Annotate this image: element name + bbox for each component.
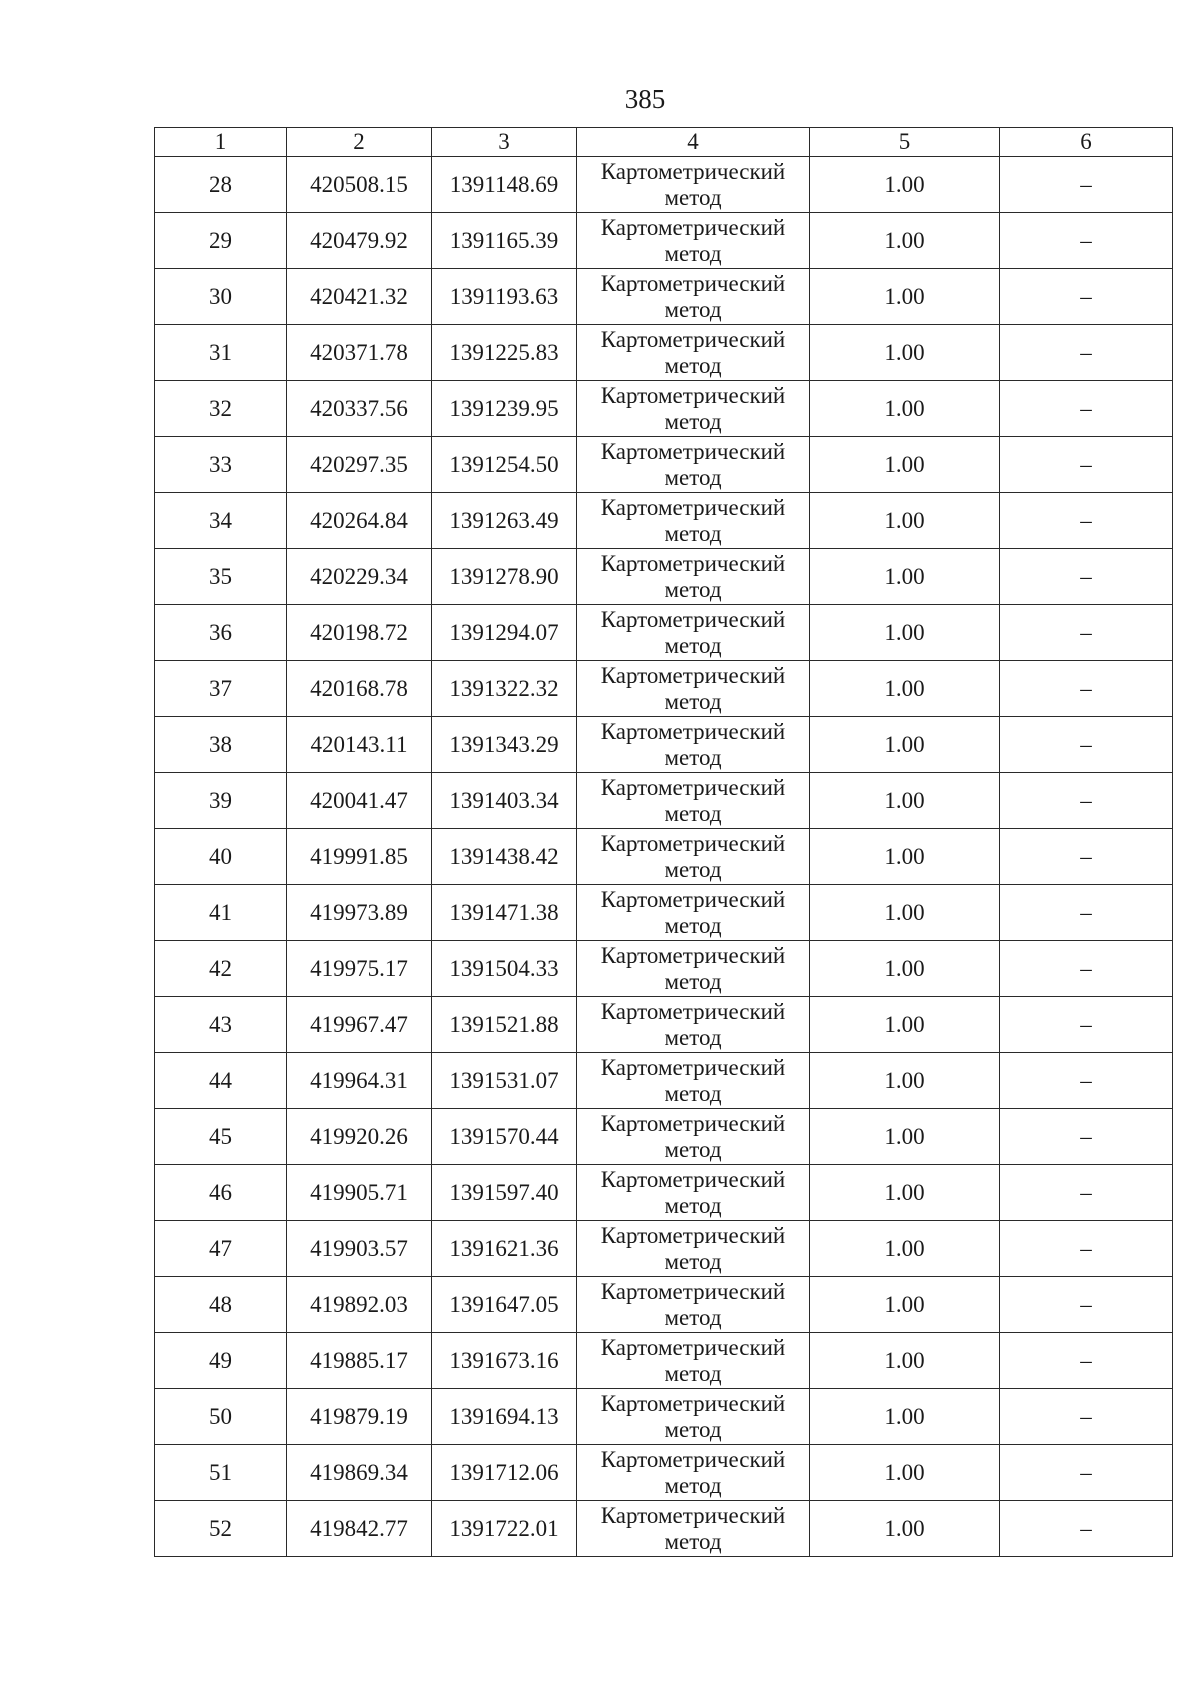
- note-cell: –: [1000, 773, 1173, 829]
- method-text-line2: метод: [664, 1024, 722, 1050]
- table-row: [155, 829, 1173, 885]
- x-coordinate-cell: 419903.57: [287, 1221, 432, 1277]
- method-text-line2: метод: [664, 744, 722, 770]
- note-cell: –: [1000, 213, 1173, 269]
- table-row: [155, 1445, 1173, 1501]
- accuracy-cell: 1.00: [810, 829, 1000, 885]
- note-cell: –: [1000, 717, 1173, 773]
- y-coordinate-cell: 1391722.01: [432, 1501, 577, 1557]
- method-text-line1: Картометрический: [600, 326, 786, 352]
- method-cell: [577, 941, 810, 997]
- y-coordinate-cell: 1391239.95: [432, 381, 577, 437]
- column-header: 4: [577, 128, 810, 157]
- y-coordinate-cell: 1391694.13: [432, 1389, 577, 1445]
- column-header: 5: [810, 128, 1000, 157]
- y-coordinate-cell: 1391263.49: [432, 493, 577, 549]
- point-number-cell: 33: [155, 437, 287, 493]
- accuracy-cell: 1.00: [810, 1165, 1000, 1221]
- note-cell: –: [1000, 1445, 1173, 1501]
- note-cell: –: [1000, 605, 1173, 661]
- table-row: [155, 157, 1173, 213]
- accuracy-cell: 1.00: [810, 493, 1000, 549]
- accuracy-cell: 1.00: [810, 549, 1000, 605]
- method-text-line1: Картометрический: [600, 774, 786, 800]
- accuracy-cell: 1.00: [810, 717, 1000, 773]
- y-coordinate-cell: 1391322.32: [432, 661, 577, 717]
- note-cell: –: [1000, 1333, 1173, 1389]
- method-text-line1: Картометрический: [600, 830, 786, 856]
- method-cell: [577, 885, 810, 941]
- method-text-line1: Картометрический: [600, 718, 786, 744]
- accuracy-cell: 1.00: [810, 325, 1000, 381]
- point-number-cell: 30: [155, 269, 287, 325]
- method-cell: [577, 661, 810, 717]
- method-cell: [577, 493, 810, 549]
- note-cell: –: [1000, 269, 1173, 325]
- method-text-line2: метод: [664, 968, 722, 994]
- note-cell: –: [1000, 1109, 1173, 1165]
- accuracy-cell: 1.00: [810, 885, 1000, 941]
- point-number-cell: 29: [155, 213, 287, 269]
- method-cell: [577, 381, 810, 437]
- table-row: [155, 997, 1173, 1053]
- method-cell: [577, 829, 810, 885]
- coordinates-table: [154, 127, 1173, 1557]
- accuracy-cell: 1.00: [810, 381, 1000, 437]
- method-text-line2: метод: [664, 632, 722, 658]
- note-cell: –: [1000, 1165, 1173, 1221]
- note-cell: –: [1000, 1221, 1173, 1277]
- method-text-line1: Картометрический: [600, 1502, 786, 1528]
- y-coordinate-cell: 1391712.06: [432, 1445, 577, 1501]
- table-row: [155, 717, 1173, 773]
- point-number-cell: 44: [155, 1053, 287, 1109]
- method-text-line2: метод: [664, 1192, 722, 1218]
- method-text-line1: Картометрический: [600, 214, 786, 240]
- point-number-cell: 41: [155, 885, 287, 941]
- method-cell: [577, 1389, 810, 1445]
- method-cell: [577, 1445, 810, 1501]
- note-cell: –: [1000, 1277, 1173, 1333]
- accuracy-cell: 1.00: [810, 1445, 1000, 1501]
- method-text-line2: метод: [664, 408, 722, 434]
- method-text-line2: метод: [664, 856, 722, 882]
- y-coordinate-cell: 1391597.40: [432, 1165, 577, 1221]
- y-coordinate-cell: 1391294.07: [432, 605, 577, 661]
- method-text-line1: Картометрический: [600, 382, 786, 408]
- accuracy-cell: 1.00: [810, 997, 1000, 1053]
- point-number-cell: 48: [155, 1277, 287, 1333]
- table-row: [155, 1221, 1173, 1277]
- accuracy-cell: 1.00: [810, 941, 1000, 997]
- table-row: [155, 941, 1173, 997]
- y-coordinate-cell: 1391343.29: [432, 717, 577, 773]
- method-text-line1: Картометрический: [600, 1390, 786, 1416]
- method-text-line2: метод: [664, 184, 722, 210]
- method-text-line2: метод: [664, 296, 722, 322]
- table-row: [155, 1277, 1173, 1333]
- method-cell: [577, 717, 810, 773]
- method-cell: [577, 997, 810, 1053]
- table-row: [155, 381, 1173, 437]
- table-row: [155, 437, 1173, 493]
- method-cell: [577, 437, 810, 493]
- method-cell: [577, 1501, 810, 1557]
- point-number-cell: 46: [155, 1165, 287, 1221]
- y-coordinate-cell: 1391647.05: [432, 1277, 577, 1333]
- table-row: [155, 1109, 1173, 1165]
- method-text-line1: Картометрический: [600, 438, 786, 464]
- note-cell: –: [1000, 157, 1173, 213]
- method-cell: [577, 1053, 810, 1109]
- note-cell: –: [1000, 661, 1173, 717]
- point-number-cell: 34: [155, 493, 287, 549]
- method-text-line1: Картометрический: [600, 662, 786, 688]
- method-text-line2: метод: [664, 688, 722, 714]
- y-coordinate-cell: 1391165.39: [432, 213, 577, 269]
- method-text-line2: метод: [664, 1472, 722, 1498]
- method-cell: [577, 1165, 810, 1221]
- table-header: [155, 128, 1173, 157]
- column-header: 2: [287, 128, 432, 157]
- method-text-line2: метод: [664, 1136, 722, 1162]
- y-coordinate-cell: 1391403.34: [432, 773, 577, 829]
- x-coordinate-cell: 420264.84: [287, 493, 432, 549]
- x-coordinate-cell: 420421.32: [287, 269, 432, 325]
- x-coordinate-cell: 420479.92: [287, 213, 432, 269]
- column-header: 3: [432, 128, 577, 157]
- table-row: [155, 661, 1173, 717]
- point-number-cell: 38: [155, 717, 287, 773]
- method-text-line1: Картометрический: [600, 270, 786, 296]
- point-number-cell: 47: [155, 1221, 287, 1277]
- accuracy-cell: 1.00: [810, 437, 1000, 493]
- y-coordinate-cell: 1391531.07: [432, 1053, 577, 1109]
- method-cell: [577, 1333, 810, 1389]
- point-number-cell: 49: [155, 1333, 287, 1389]
- method-text-line2: метод: [664, 1304, 722, 1330]
- x-coordinate-cell: 419975.17: [287, 941, 432, 997]
- x-coordinate-cell: 419905.71: [287, 1165, 432, 1221]
- method-text-line1: Картометрический: [600, 1446, 786, 1472]
- accuracy-cell: 1.00: [810, 213, 1000, 269]
- point-number-cell: 32: [155, 381, 287, 437]
- method-text-line2: метод: [664, 352, 722, 378]
- method-cell: [577, 1221, 810, 1277]
- method-text-line2: метод: [664, 800, 722, 826]
- method-text-line1: Картометрический: [600, 158, 786, 184]
- method-cell: [577, 213, 810, 269]
- point-number-cell: 40: [155, 829, 287, 885]
- method-text-line2: метод: [664, 1080, 722, 1106]
- x-coordinate-cell: 419842.77: [287, 1501, 432, 1557]
- x-coordinate-cell: 420168.78: [287, 661, 432, 717]
- accuracy-cell: 1.00: [810, 1277, 1000, 1333]
- y-coordinate-cell: 1391148.69: [432, 157, 577, 213]
- x-coordinate-cell: 420041.47: [287, 773, 432, 829]
- y-coordinate-cell: 1391225.83: [432, 325, 577, 381]
- method-cell: [577, 269, 810, 325]
- y-coordinate-cell: 1391521.88: [432, 997, 577, 1053]
- method-text-line1: Картометрический: [600, 1278, 786, 1304]
- method-text-line1: Картометрический: [600, 550, 786, 576]
- y-coordinate-cell: 1391193.63: [432, 269, 577, 325]
- table-body: [155, 157, 1173, 1557]
- method-text-line2: метод: [664, 1528, 722, 1554]
- point-number-cell: 51: [155, 1445, 287, 1501]
- method-cell: [577, 325, 810, 381]
- method-text-line2: метод: [664, 1248, 722, 1274]
- accuracy-cell: 1.00: [810, 1333, 1000, 1389]
- table-row: [155, 1501, 1173, 1557]
- note-cell: –: [1000, 829, 1173, 885]
- method-text-line1: Картометрический: [600, 1222, 786, 1248]
- accuracy-cell: 1.00: [810, 661, 1000, 717]
- x-coordinate-cell: 420198.72: [287, 605, 432, 661]
- table-row: [155, 1165, 1173, 1221]
- note-cell: –: [1000, 493, 1173, 549]
- method-text-line2: метод: [664, 240, 722, 266]
- method-cell: [577, 1109, 810, 1165]
- method-cell: [577, 1277, 810, 1333]
- note-cell: –: [1000, 941, 1173, 997]
- table-row: [155, 213, 1173, 269]
- method-text-line2: метод: [664, 1416, 722, 1442]
- method-text-line1: Картометрический: [600, 1110, 786, 1136]
- table-row: [155, 885, 1173, 941]
- table-row: [155, 773, 1173, 829]
- method-text-line1: Картометрический: [600, 886, 786, 912]
- note-cell: –: [1000, 885, 1173, 941]
- accuracy-cell: 1.00: [810, 157, 1000, 213]
- y-coordinate-cell: 1391621.36: [432, 1221, 577, 1277]
- point-number-cell: 42: [155, 941, 287, 997]
- method-cell: [577, 605, 810, 661]
- point-number-cell: 36: [155, 605, 287, 661]
- method-text-line2: метод: [664, 464, 722, 490]
- note-cell: –: [1000, 549, 1173, 605]
- point-number-cell: 43: [155, 997, 287, 1053]
- x-coordinate-cell: 419879.19: [287, 1389, 432, 1445]
- method-text-line2: метод: [664, 520, 722, 546]
- note-cell: –: [1000, 325, 1173, 381]
- method-text-line2: метод: [664, 576, 722, 602]
- note-cell: –: [1000, 437, 1173, 493]
- method-text-line1: Картометрический: [600, 998, 786, 1024]
- method-text-line2: метод: [664, 1360, 722, 1386]
- method-text-line1: Картометрический: [600, 1166, 786, 1192]
- method-cell: [577, 773, 810, 829]
- x-coordinate-cell: 420143.11: [287, 717, 432, 773]
- note-cell: –: [1000, 381, 1173, 437]
- note-cell: –: [1000, 1053, 1173, 1109]
- accuracy-cell: 1.00: [810, 1053, 1000, 1109]
- method-text-line1: Картометрический: [600, 606, 786, 632]
- y-coordinate-cell: 1391438.42: [432, 829, 577, 885]
- note-cell: –: [1000, 1389, 1173, 1445]
- point-number-cell: 28: [155, 157, 287, 213]
- accuracy-cell: 1.00: [810, 1109, 1000, 1165]
- point-number-cell: 31: [155, 325, 287, 381]
- table-row: [155, 493, 1173, 549]
- y-coordinate-cell: 1391254.50: [432, 437, 577, 493]
- column-header: 6: [1000, 128, 1173, 157]
- x-coordinate-cell: 419967.47: [287, 997, 432, 1053]
- accuracy-cell: 1.00: [810, 773, 1000, 829]
- x-coordinate-cell: 419920.26: [287, 1109, 432, 1165]
- table-row: [155, 269, 1173, 325]
- y-coordinate-cell: 1391278.90: [432, 549, 577, 605]
- point-number-cell: 50: [155, 1389, 287, 1445]
- accuracy-cell: 1.00: [810, 1389, 1000, 1445]
- method-text-line1: Картометрический: [600, 1334, 786, 1360]
- method-text-line1: Картометрический: [600, 942, 786, 968]
- table-row: [155, 605, 1173, 661]
- point-number-cell: 39: [155, 773, 287, 829]
- x-coordinate-cell: 420337.56: [287, 381, 432, 437]
- x-coordinate-cell: 419991.85: [287, 829, 432, 885]
- y-coordinate-cell: 1391570.44: [432, 1109, 577, 1165]
- x-coordinate-cell: 419885.17: [287, 1333, 432, 1389]
- table-row: [155, 1389, 1173, 1445]
- x-coordinate-cell: 420508.15: [287, 157, 432, 213]
- method-cell: [577, 157, 810, 213]
- table-row: [155, 325, 1173, 381]
- x-coordinate-cell: 419892.03: [287, 1277, 432, 1333]
- accuracy-cell: 1.00: [810, 605, 1000, 661]
- point-number-cell: 35: [155, 549, 287, 605]
- x-coordinate-cell: 420229.34: [287, 549, 432, 605]
- y-coordinate-cell: 1391673.16: [432, 1333, 577, 1389]
- x-coordinate-cell: 420371.78: [287, 325, 432, 381]
- method-text-line1: Картометрический: [600, 494, 786, 520]
- table-row: [155, 1333, 1173, 1389]
- method-text-line1: Картометрический: [600, 1054, 786, 1080]
- method-text-line2: метод: [664, 912, 722, 938]
- page-number: 385: [624, 84, 666, 114]
- note-cell: –: [1000, 997, 1173, 1053]
- accuracy-cell: 1.00: [810, 1501, 1000, 1557]
- table-row: [155, 1053, 1173, 1109]
- accuracy-cell: 1.00: [810, 269, 1000, 325]
- point-number-cell: 52: [155, 1501, 287, 1557]
- method-cell: [577, 549, 810, 605]
- y-coordinate-cell: 1391471.38: [432, 885, 577, 941]
- table-row: [155, 549, 1173, 605]
- x-coordinate-cell: 420297.35: [287, 437, 432, 493]
- header-row: [155, 128, 1173, 157]
- x-coordinate-cell: 419964.31: [287, 1053, 432, 1109]
- note-cell: –: [1000, 1501, 1173, 1557]
- accuracy-cell: 1.00: [810, 1221, 1000, 1277]
- column-header: 1: [155, 128, 287, 157]
- x-coordinate-cell: 419973.89: [287, 885, 432, 941]
- x-coordinate-cell: 419869.34: [287, 1445, 432, 1501]
- point-number-cell: 45: [155, 1109, 287, 1165]
- point-number-cell: 37: [155, 661, 287, 717]
- y-coordinate-cell: 1391504.33: [432, 941, 577, 997]
